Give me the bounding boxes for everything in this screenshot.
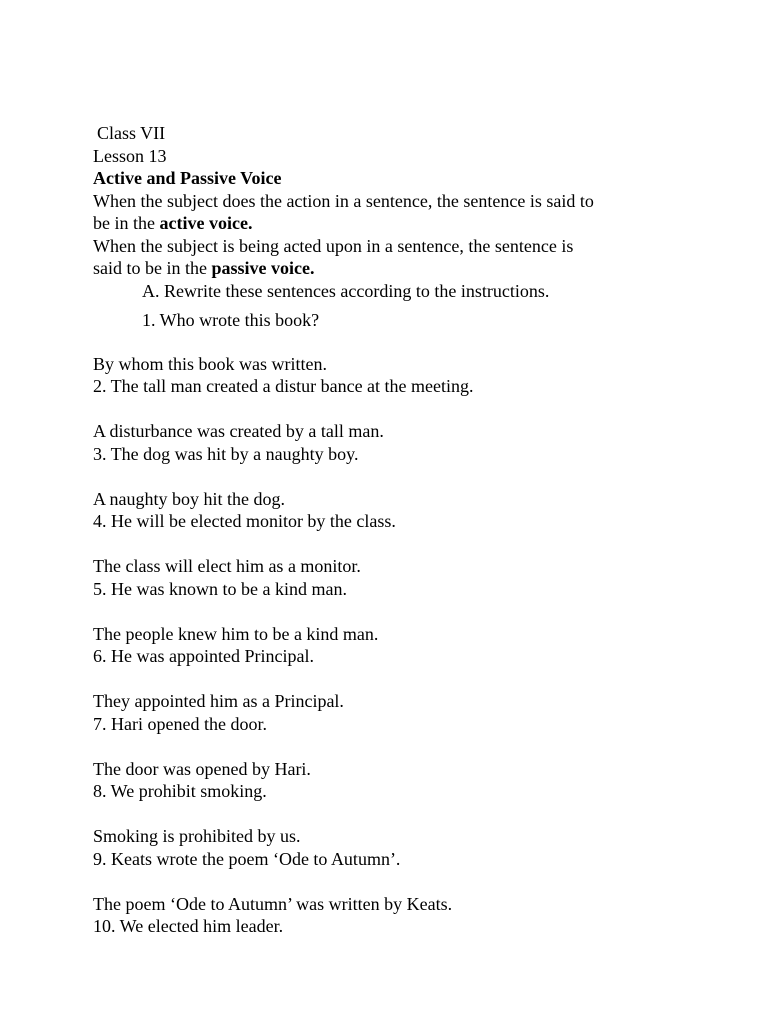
passive-definition-line-2	[93, 257, 693, 280]
exercise-item	[93, 353, 693, 421]
exercise-item	[93, 488, 693, 556]
spacer	[93, 803, 693, 826]
exercise-instruction: A. Rewrite these sentences according to the instructions.	[142, 280, 550, 301]
question-text: 4. He will be elected monitor by the class.	[93, 511, 396, 531]
answer-text: A naughty boy hit the dog.	[93, 488, 285, 509]
spacer	[93, 735, 693, 758]
passive-voice-term: passive voice.	[211, 258, 315, 278]
exercise-item	[93, 758, 693, 826]
document-page	[93, 122, 693, 938]
question-text: 10. We elected him leader.	[93, 916, 284, 936]
spacer	[93, 600, 693, 623]
exercise-item	[93, 825, 693, 893]
active-definition-line-2	[93, 212, 693, 235]
answer-text: The class will elect him as a monitor.	[93, 556, 361, 576]
class-label: Class VII	[97, 123, 166, 143]
exercise-list	[93, 353, 693, 938]
answer-text: The people knew him to be a kind man.	[93, 623, 379, 644]
answer-text: They appointed him as a Principal.	[93, 691, 344, 711]
spacer	[93, 533, 693, 556]
question-text: 8. We prohibit smoking.	[93, 781, 267, 801]
question-text: 7. Hari opened the door.	[93, 713, 267, 734]
exercise-item	[93, 420, 693, 488]
title-text: Active and Passive Voice	[93, 168, 282, 188]
answer-text: By whom this book was written.	[93, 353, 327, 374]
spacer	[93, 870, 693, 893]
spacer	[93, 465, 693, 488]
spacer	[93, 668, 693, 691]
question-text: 3. The dog was hit by a naughty boy.	[93, 443, 359, 464]
answer-text: Smoking is prohibited by us.	[93, 826, 301, 846]
active-definition-line-1: When the subject does the action in a sentence, the sentence is said to	[93, 190, 594, 211]
exercise-item	[93, 893, 693, 938]
spacer	[93, 332, 693, 353]
answer-text: A disturbance was created by a tall man.	[93, 421, 384, 441]
exercise-item	[93, 623, 693, 691]
document-title	[93, 167, 693, 190]
active-definition-prefix: be in the	[93, 213, 160, 233]
passive-definition-prefix: said to be in the	[93, 258, 212, 278]
question-text: 5. He was known to be a kind man.	[93, 578, 347, 599]
active-voice-term: active voice.	[159, 213, 253, 233]
exercise-item	[93, 555, 693, 623]
passive-definition-line-1: When the subject is being acted upon in a sentence, the sentence is	[93, 235, 574, 256]
question-text: 6. He was appointed Principal.	[93, 646, 314, 666]
exercise-item	[93, 690, 693, 758]
spacer	[93, 398, 693, 421]
answer-text: The door was opened by Hari.	[93, 758, 311, 779]
lesson-label: Lesson 13	[93, 145, 167, 166]
question-text: 2. The tall man created a distur bance at the meeting.	[93, 376, 474, 396]
answer-text: The poem ‘Ode to Autumn’ was written by Keats.	[93, 893, 453, 914]
first-question: 1. Who wrote this book?	[142, 310, 320, 330]
question-text: 9. Keats wrote the poem ‘Ode to Autumn’.	[93, 848, 401, 869]
